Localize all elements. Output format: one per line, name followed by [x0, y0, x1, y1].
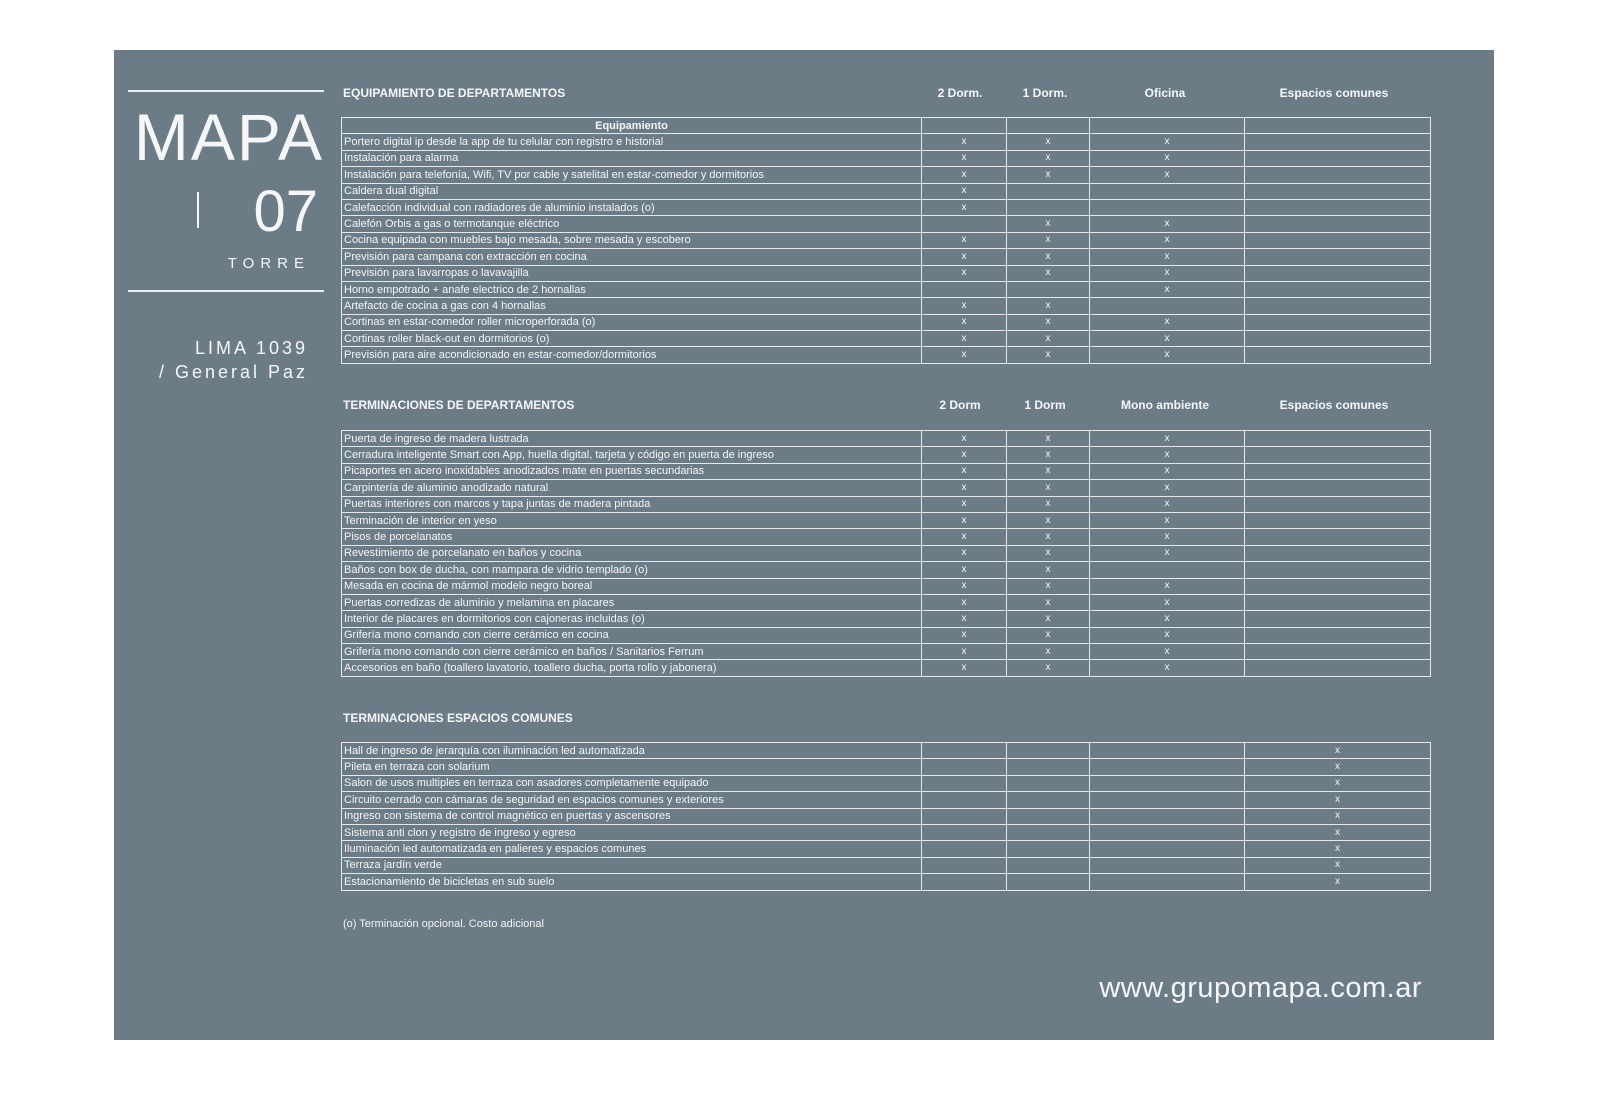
brand-divider: [197, 192, 199, 228]
empty-cell: [1007, 874, 1090, 890]
check-mark-cell: x: [922, 578, 1007, 594]
table-row: [342, 232, 1431, 248]
check-mark-cell: x: [1007, 216, 1090, 232]
section-header-equipamiento: [340, 86, 1430, 104]
check-mark-cell: x: [1090, 167, 1245, 183]
check-mark-cell: x: [1007, 660, 1090, 676]
check-mark-cell: x: [1090, 644, 1245, 660]
table-row: [342, 644, 1431, 660]
table-row: [342, 660, 1431, 676]
table-row: [342, 841, 1431, 857]
table-row: [342, 183, 1431, 199]
check-mark-cell: x: [1007, 578, 1090, 594]
column-header: Espacios comunes: [1279, 398, 1389, 412]
empty-cell: [1245, 627, 1431, 643]
empty-cell: [1007, 841, 1090, 857]
row-label: Puertas interiores con marcos y tapa juntas de madera pintada: [342, 496, 922, 512]
empty-cell: [922, 281, 1007, 297]
check-mark-cell: x: [1245, 808, 1431, 824]
table-row: [342, 562, 1431, 578]
check-mark-cell: x: [922, 314, 1007, 330]
check-mark-cell: x: [1245, 792, 1431, 808]
check-mark-cell: x: [1007, 447, 1090, 463]
empty-cell: [1245, 347, 1431, 363]
check-mark-cell: x: [1007, 463, 1090, 479]
empty-cell: [1245, 578, 1431, 594]
check-mark-cell: x: [1090, 496, 1245, 512]
brand-rule-top: [128, 90, 324, 92]
empty-cell: [1245, 298, 1431, 314]
empty-cell: [1090, 743, 1245, 759]
empty-cell: [1245, 431, 1431, 447]
check-mark-cell: x: [1090, 232, 1245, 248]
empty-cell: [922, 841, 1007, 857]
check-mark-cell: x: [922, 480, 1007, 496]
empty-cell: [1007, 824, 1090, 840]
check-mark-cell: x: [1245, 874, 1431, 890]
empty-cell: [1090, 183, 1245, 199]
check-mark-cell: x: [922, 660, 1007, 676]
table-row: [342, 627, 1431, 643]
table-subheader-row: [342, 118, 1431, 134]
check-mark-cell: x: [922, 431, 1007, 447]
table-row: [342, 150, 1431, 166]
check-mark-cell: x: [1007, 249, 1090, 265]
check-mark-cell: x: [1007, 314, 1090, 330]
check-mark-cell: x: [922, 644, 1007, 660]
comunes-table: [341, 742, 1431, 891]
check-mark-cell: x: [1090, 512, 1245, 528]
check-mark-cell: x: [922, 232, 1007, 248]
empty-cell: [1090, 118, 1245, 134]
row-label: Calefacción individual con radiadores de aluminio instalados (o): [342, 199, 922, 215]
empty-cell: [1245, 480, 1431, 496]
check-mark-cell: x: [1245, 841, 1431, 857]
check-mark-cell: x: [922, 298, 1007, 314]
row-label: Grifería mono comando con cierre cerámico en cocina: [342, 627, 922, 643]
empty-cell: [1090, 792, 1245, 808]
empty-cell: [1245, 249, 1431, 265]
check-mark-cell: x: [922, 512, 1007, 528]
empty-cell: [1007, 775, 1090, 791]
check-mark-cell: x: [1007, 331, 1090, 347]
check-mark-cell: x: [922, 496, 1007, 512]
check-mark-cell: x: [1007, 611, 1090, 627]
section-title: TERMINACIONES ESPACIOS COMUNES: [343, 711, 573, 725]
empty-cell: [922, 216, 1007, 232]
check-mark-cell: x: [922, 562, 1007, 578]
column-header: 2 Dorm: [939, 398, 981, 412]
table-row: [342, 611, 1431, 627]
table-row: [342, 743, 1431, 759]
row-label: Artefacto de cocina a gas con 4 hornallas: [342, 298, 922, 314]
table-row: [342, 463, 1431, 479]
row-label: Revestimiento de porcelanato en baños y cocina: [342, 545, 922, 561]
check-mark-cell: x: [1007, 562, 1090, 578]
empty-cell: [1245, 660, 1431, 676]
check-mark-cell: x: [1245, 857, 1431, 873]
row-label: Cortinas en estar-comedor roller microperforada (o): [342, 314, 922, 330]
column-header: Mono ambiente: [1120, 398, 1209, 412]
empty-cell: [1245, 167, 1431, 183]
empty-cell: [1245, 118, 1431, 134]
empty-cell: [1007, 792, 1090, 808]
row-label: Picaportes en acero inoxidables anodizados mate en puertas secundarias: [342, 463, 922, 479]
row-label: Instalación para alarma: [342, 150, 922, 166]
brand-subtitle: TORRE: [227, 255, 310, 272]
check-mark-cell: x: [1090, 249, 1245, 265]
check-mark-cell: x: [1090, 431, 1245, 447]
check-mark-cell: x: [1007, 594, 1090, 610]
table-row: [342, 808, 1431, 824]
check-mark-cell: x: [922, 347, 1007, 363]
check-mark-cell: x: [1090, 331, 1245, 347]
check-mark-cell: x: [1007, 644, 1090, 660]
empty-cell: [1245, 447, 1431, 463]
empty-cell: [1245, 331, 1431, 347]
check-mark-cell: x: [1090, 314, 1245, 330]
row-label: Salon de usos multiples en terraza con asadores completamente equipado: [342, 775, 922, 791]
table-row: [342, 578, 1431, 594]
column-header: 1 Dorm.: [1022, 86, 1068, 100]
table-row: [342, 167, 1431, 183]
check-mark-cell: x: [1090, 611, 1245, 627]
empty-cell: [1090, 857, 1245, 873]
empty-cell: [1090, 808, 1245, 824]
section-header-terminaciones: [340, 398, 1430, 416]
row-label: Horno empotrado + anafe electrico de 2 hornallas: [342, 281, 922, 297]
check-mark-cell: x: [1090, 281, 1245, 297]
check-mark-cell: x: [1245, 759, 1431, 775]
row-label: Pileta en terraza con solarium: [342, 759, 922, 775]
empty-cell: [1090, 562, 1245, 578]
empty-cell: [1245, 216, 1431, 232]
check-mark-cell: x: [1090, 529, 1245, 545]
empty-cell: [1245, 496, 1431, 512]
row-label: Hall de ingreso de jerarquía con iluminación led automatizada: [342, 743, 922, 759]
row-label: Interior de placares en dormitorios con cajoneras incluidas (o): [342, 611, 922, 627]
check-mark-cell: x: [1090, 216, 1245, 232]
row-label: Instalación para telefonía, Wifi, TV por cable y satelital en estar-comedor y dormitorios: [342, 167, 922, 183]
empty-cell: [1245, 199, 1431, 215]
check-mark-cell: x: [922, 331, 1007, 347]
check-mark-cell: x: [922, 249, 1007, 265]
row-label: Iluminación led automatizada en palieres y espacios comunes: [342, 841, 922, 857]
check-mark-cell: x: [1090, 594, 1245, 610]
check-mark-cell: x: [922, 529, 1007, 545]
table-row: [342, 431, 1431, 447]
empty-cell: [1245, 644, 1431, 660]
table-row: [342, 496, 1431, 512]
table-row: [342, 824, 1431, 840]
brand-rule-bottom: [128, 290, 324, 292]
table-row: [342, 347, 1431, 363]
check-mark-cell: x: [1007, 480, 1090, 496]
empty-cell: [1245, 611, 1431, 627]
website-link[interactable]: www.grupomapa.com.ar: [1099, 972, 1422, 1004]
check-mark-cell: x: [922, 545, 1007, 561]
row-label: Ingreso con sistema de control magnético en puertas y ascensores: [342, 808, 922, 824]
check-mark-cell: x: [1090, 578, 1245, 594]
empty-cell: [1007, 743, 1090, 759]
row-label: Calefón Orbis a gas o termotanque eléctrico: [342, 216, 922, 232]
section-title: EQUIPAMIENTO DE DEPARTAMENTOS: [343, 86, 566, 100]
column-header: Oficina: [1144, 86, 1186, 100]
empty-cell: [1245, 314, 1431, 330]
empty-cell: [1090, 775, 1245, 791]
empty-cell: [1245, 281, 1431, 297]
empty-cell: [1090, 298, 1245, 314]
empty-cell: [922, 759, 1007, 775]
table-row: [342, 447, 1431, 463]
table-row: [342, 512, 1431, 528]
check-mark-cell: x: [922, 167, 1007, 183]
address-line-1: LIMA 1039: [194, 338, 308, 358]
brand-number: 07: [253, 179, 318, 244]
table-row: [342, 331, 1431, 347]
equipamiento-table: [341, 117, 1431, 364]
row-label: Terminación de interior en yeso: [342, 512, 922, 528]
row-label: Pisos de porcelanatos: [342, 529, 922, 545]
empty-cell: [1245, 594, 1431, 610]
row-label: Circuito cerrado con cámaras de seguridad en espacios comunes y exteriores: [342, 792, 922, 808]
table-row: [342, 314, 1431, 330]
check-mark-cell: x: [922, 150, 1007, 166]
check-mark-cell: x: [922, 627, 1007, 643]
section-header-comunes: [340, 711, 1430, 729]
empty-cell: [1007, 118, 1090, 134]
check-mark-cell: x: [1007, 545, 1090, 561]
empty-cell: [1090, 759, 1245, 775]
check-mark-cell: x: [1090, 447, 1245, 463]
table-row: [342, 134, 1431, 150]
footnote: (o) Terminación opcional. Costo adicional: [343, 918, 544, 930]
empty-cell: [1007, 183, 1090, 199]
check-mark-cell: x: [1007, 167, 1090, 183]
check-mark-cell: x: [1007, 298, 1090, 314]
check-mark-cell: x: [1090, 480, 1245, 496]
section-title: TERMINACIONES DE DEPARTAMENTOS: [343, 398, 575, 412]
check-mark-cell: x: [1245, 743, 1431, 759]
table-row: [342, 480, 1431, 496]
column-header: Espacios comunes: [1279, 86, 1389, 100]
empty-cell: [1007, 857, 1090, 873]
column-header: 2 Dorm.: [937, 86, 983, 100]
check-mark-cell: x: [1090, 660, 1245, 676]
empty-cell: [922, 874, 1007, 890]
empty-cell: [1245, 562, 1431, 578]
check-mark-cell: x: [1007, 496, 1090, 512]
check-mark-cell: x: [1007, 431, 1090, 447]
empty-cell: [1245, 463, 1431, 479]
check-mark-cell: x: [1007, 512, 1090, 528]
check-mark-cell: x: [1090, 347, 1245, 363]
check-mark-cell: x: [1245, 824, 1431, 840]
row-label: Caldera dual digital: [342, 183, 922, 199]
empty-cell: [1090, 874, 1245, 890]
table-row: [342, 281, 1431, 297]
empty-cell: [1245, 265, 1431, 281]
table-row: [342, 874, 1431, 890]
row-label: Portero digital ip desde la app de tu celular con registro e historial: [342, 134, 922, 150]
table-row: [342, 265, 1431, 281]
check-mark-cell: x: [1090, 134, 1245, 150]
empty-cell: [1245, 545, 1431, 561]
row-label: Baños con box de ducha, con mampara de vidrio templado (o): [342, 562, 922, 578]
check-mark-cell: x: [1007, 627, 1090, 643]
empty-cell: [922, 824, 1007, 840]
row-label: Previsión para aire acondicionado en estar-comedor/dormitorios: [342, 347, 922, 363]
brand-name: MAPA: [133, 100, 324, 174]
check-mark-cell: x: [1090, 150, 1245, 166]
empty-cell: [1090, 841, 1245, 857]
check-mark-cell: x: [922, 447, 1007, 463]
row-label: Accesorios en baño (toallero lavatorio, toallero ducha, porta rollo y jabonera): [342, 660, 922, 676]
empty-cell: [1090, 199, 1245, 215]
check-mark-cell: x: [1007, 529, 1090, 545]
table-row: [342, 759, 1431, 775]
empty-cell: [1245, 512, 1431, 528]
row-label: Terraza jardín verde: [342, 857, 922, 873]
check-mark-cell: x: [1007, 150, 1090, 166]
row-label: Grifería mono comando con cierre cerámico en baños / Sanitarios Ferrum: [342, 644, 922, 660]
check-mark-cell: x: [922, 199, 1007, 215]
check-mark-cell: x: [1090, 545, 1245, 561]
check-mark-cell: x: [922, 265, 1007, 281]
check-mark-cell: x: [922, 594, 1007, 610]
row-label: Sistema anti clon y registro de ingreso y egreso: [342, 824, 922, 840]
row-label: Mesada en cocina de mármol modelo negro boreal: [342, 578, 922, 594]
row-label: Cerradura inteligente Smart con App, huella digital, tarjeta y código en puerta de ingreso: [342, 447, 922, 463]
empty-cell: [1007, 281, 1090, 297]
check-mark-cell: x: [1090, 265, 1245, 281]
check-mark-cell: x: [1007, 347, 1090, 363]
empty-cell: [922, 792, 1007, 808]
empty-cell: [1007, 808, 1090, 824]
table-row: [342, 216, 1431, 232]
empty-cell: [1245, 529, 1431, 545]
table-row: [342, 594, 1431, 610]
table-row: [342, 298, 1431, 314]
check-mark-cell: x: [1007, 134, 1090, 150]
check-mark-cell: x: [922, 463, 1007, 479]
empty-cell: [1090, 824, 1245, 840]
row-label: Puertas corredizas de aluminio y melamina en placares: [342, 594, 922, 610]
empty-cell: [922, 118, 1007, 134]
table-subheader: Equipamiento: [342, 118, 922, 134]
check-mark-cell: x: [1007, 232, 1090, 248]
row-label: Previsión para campana con extracción en cocina: [342, 249, 922, 265]
row-label: Carpintería de aluminio anodizado natural: [342, 480, 922, 496]
row-label: Estacionamiento de bicicletas en sub suelo: [342, 874, 922, 890]
table-row: [342, 249, 1431, 265]
empty-cell: [1245, 150, 1431, 166]
row-label: Cocina equipada con muebles bajo mesada, sobre mesada y escobero: [342, 232, 922, 248]
check-mark-cell: x: [922, 611, 1007, 627]
check-mark-cell: x: [1090, 627, 1245, 643]
empty-cell: [922, 857, 1007, 873]
row-label: Cortinas roller black-out en dormitorios (o): [342, 331, 922, 347]
column-header: 1 Dorm: [1024, 398, 1066, 412]
empty-cell: [1245, 183, 1431, 199]
check-mark-cell: x: [1090, 463, 1245, 479]
table-row: [342, 545, 1431, 561]
row-label: Puerta de ingreso de madera lustrada: [342, 431, 922, 447]
table-row: [342, 199, 1431, 215]
empty-cell: [922, 743, 1007, 759]
empty-cell: [1007, 199, 1090, 215]
check-mark-cell: x: [922, 134, 1007, 150]
empty-cell: [922, 808, 1007, 824]
table-row: [342, 857, 1431, 873]
table-row: [342, 775, 1431, 791]
terminaciones-table: [341, 430, 1431, 677]
empty-cell: [1245, 134, 1431, 150]
empty-cell: [922, 775, 1007, 791]
table-row: [342, 529, 1431, 545]
address-line-2: / General Paz: [158, 362, 308, 382]
row-label: Previsión para lavarropas o lavavajilla: [342, 265, 922, 281]
empty-cell: [1007, 759, 1090, 775]
check-mark-cell: x: [1245, 775, 1431, 791]
empty-cell: [1245, 232, 1431, 248]
check-mark-cell: x: [922, 183, 1007, 199]
table-row: [342, 792, 1431, 808]
check-mark-cell: x: [1007, 265, 1090, 281]
